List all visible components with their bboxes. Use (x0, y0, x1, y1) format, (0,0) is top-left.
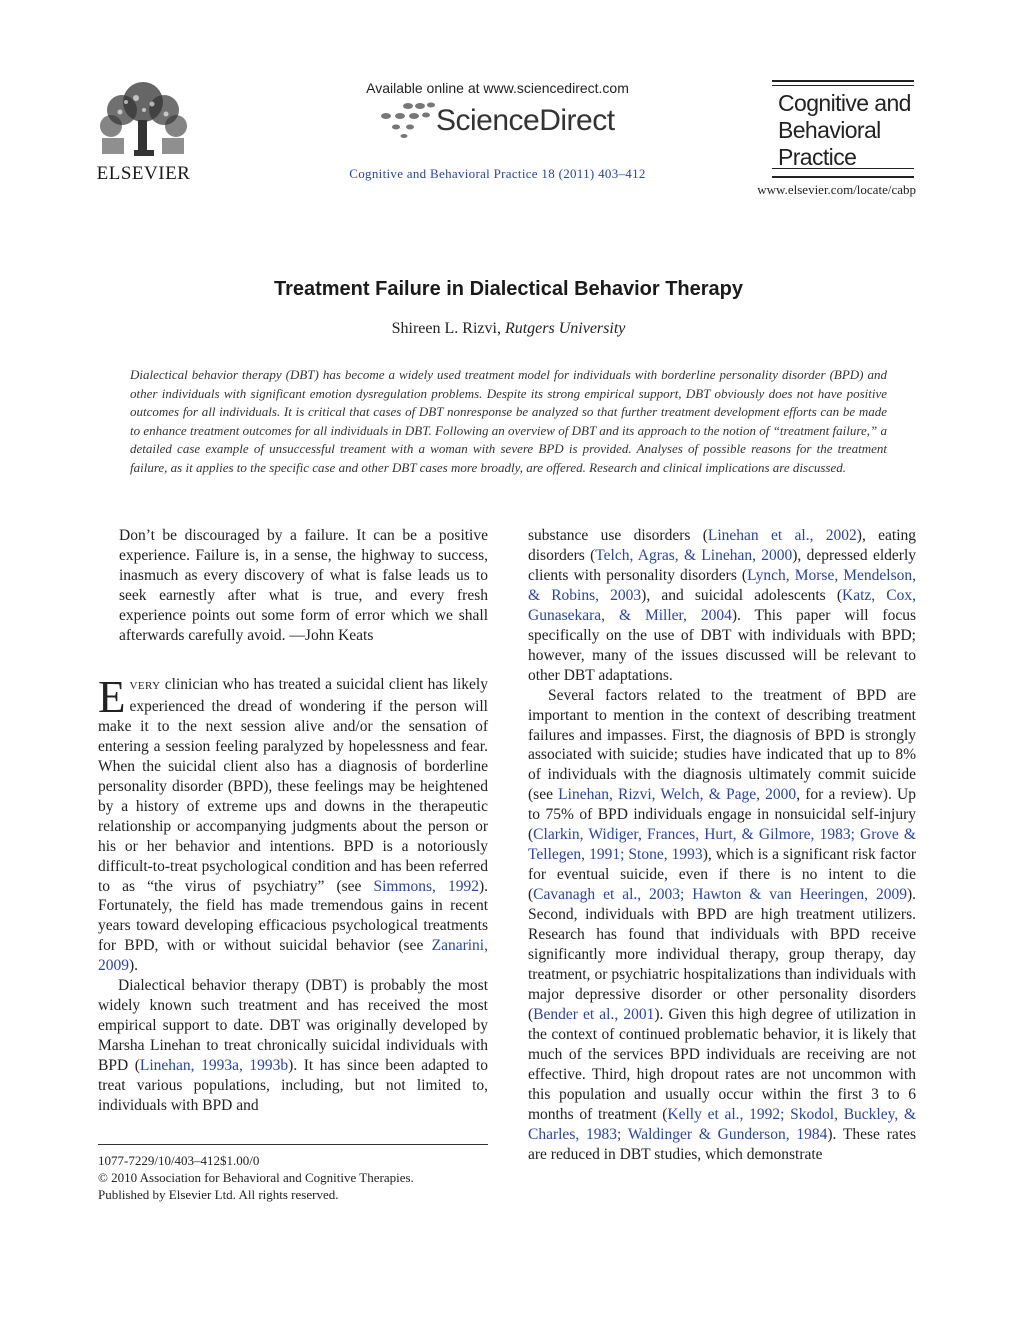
citation-link[interactable]: Kelly et al., 1992; Skodol, Buckley, & Charles, 1983; Waldinger & Gunderson, 1984 (528, 1105, 917, 1143)
paragraph (528, 526, 916, 686)
abstract: Dialectical behavior therapy (DBT) has become a widely used treatment model for individuals with borderline personality disorder (BPD) and other individuals with significant emotion dysregulation problems. Despite its strong empirical support, DBT obviously does not have positive outcomes for all individuals. It is critical that cases of DBT nonresponse be analyzed so that further treatment development efforts can be made to enhance treatment outcomes for all individuals in DBT. Following an overview of DBT and its approach to the notion of “treatment failure,” a detailed case example of unsuccessful treament with a woman with severe BPD is provided. Analyses of possible reasons for the treatment failure, as it applies to the specific case and other DBT cases more broadly, are offered. Research and clinical implications are discussed. (130, 367, 887, 475)
footnote (98, 1152, 488, 1203)
drop-cap: E (98, 672, 126, 722)
body-text: ), eating disorders ( (528, 527, 917, 564)
citation-link[interactable]: Linehan, 1993a, 1993b (139, 1057, 289, 1075)
journal-citation[interactable]: Cognitive and Behavioral Practice 18 (2011) 403–412 (349, 166, 646, 181)
publisher-name: ELSEVIER (96, 163, 191, 184)
journal-title-line: Behavioral (778, 117, 881, 143)
article-code: 1077-7229/10/403–412$1.00/0 (98, 1153, 260, 1168)
author-affiliation: Rutgers University (504, 320, 626, 337)
publisher-line: Published by Elsevier Ltd. All rights reserved. (98, 1187, 339, 1202)
copyright-line: © 2010 Association for Behavioral and Cognitive Therapies. (98, 1170, 414, 1185)
body-text: substance use disorders ( (528, 527, 708, 544)
journal-url[interactable]: www.elsevier.com/locate/cabp (757, 182, 916, 197)
journal-title-line: Cognitive and (778, 90, 911, 116)
citation-link[interactable]: Telch, Agras, & Linehan, 2000 (595, 546, 793, 564)
epigraph: Don’t be discouraged by a failure. It can be a positive experience. Failure is, in a sense, the highway to success, inasmuch as every discovery of what is false leads us to seek earnestly after what is true, and every fresh experience points out some form of error which we shall afterwards carefully avoid. —John Keats (119, 527, 488, 644)
body-text: ). Given this high degree of utilization in the context of continued problematic behavior, it is likely that much of the services BPD individuals are receiving are not effective. Third, high dropout rates are not uncommon with this population and usually occur within the first 3 to 6 months of treatment ( (528, 1005, 916, 1123)
paragraph (98, 672, 488, 976)
author-name: Shireen L. Rizvi, (391, 320, 501, 337)
citation-link[interactable]: Linehan et al., 2002 (707, 527, 857, 544)
paragraph (98, 976, 488, 1116)
citation-link[interactable]: Simmons, 1992 (373, 877, 479, 895)
journal-title (778, 90, 914, 171)
small-caps-word: VERY (129, 680, 161, 692)
footnote-divider (98, 1144, 488, 1145)
sciencedirect-wordmark: ScienceDirect (436, 104, 615, 137)
body-text: ). It has since been adapted to treat various populations, including, but not limited to, individuals with BPD and (98, 1057, 488, 1115)
right-column (528, 526, 916, 1165)
body-text: Dialectical behavior therapy (DBT) is probably the most widely known such treatment and has received the most empirical support to date. DBT was originally developed by Marsha Linehan to treat chronically suicidal individuals with BPD ( (98, 977, 488, 1075)
body-text: ). These rates are reduced in DBT studies, which demonstrate (528, 1125, 916, 1163)
paper-title: Treatment Failure in Dialectical Behavior Therapy (273, 278, 744, 300)
citation-link[interactable]: Zanarini, 2009 (98, 937, 488, 975)
available-online-text: Available online at www.sciencedirect.com (366, 80, 629, 96)
author-line (100, 320, 917, 338)
body-text: ), which is a significant risk factor for eventual suicide, even if there is no intent to die ( (528, 846, 916, 904)
body-text: ). Second, individuals with BPD are high treatment utilizers. Research has found that individuals with BPD receive significantly more individual therapy, group therapy, day treatment, or psychiatric hospitalizations than individuals with major depressive disorder or other personality disorders ( (528, 886, 916, 1023)
paragraph (528, 686, 916, 1165)
body-text: ). This paper will focus specifically on the use of DBT with individuals with BPD; however, many of the issues discussed will be relevant to other DBT adaptations. (528, 606, 917, 684)
left-column (98, 672, 488, 1116)
citation-link[interactable]: Bender et al., 2001 (533, 1005, 655, 1023)
sciencedirect-dots-icon (378, 100, 438, 140)
journal-title-logo (772, 80, 914, 178)
body-text: , for a review). Up to 75% of BPD individuals engage in nonsuicidal self-injury ( (528, 786, 916, 844)
body-text: ), depressed elderly clients with personality disorders ( (528, 546, 917, 584)
body-text: ), and suicidal adolescents ( (641, 586, 843, 604)
citation-link[interactable]: Katz, Cox, Gunasekara, & Miller, 2004 (528, 586, 917, 624)
journal-title-line: Practice (778, 144, 857, 170)
sciencedirect-logo (378, 100, 618, 140)
citation-link[interactable]: Cavanagh et al., 2003; Hawton & van Heeringen, 2009 (533, 886, 907, 904)
citation-link[interactable]: Linehan, Rizvi, Welch, & Page, 2000 (558, 786, 797, 804)
body-text: clinician who has treated a suicidal client has likely experienced the dread of wondering if the person will make it to the next session alive and/or the sensation of entering a session feeling paralyzed by hopelessness and fear. When the suicidal client also has a diagnosis of borderline personality disorder (BPD), these feelings may be heightened by a history of extreme ups and downs in the therapeutic relationship or accompanying judgments about the person or his or her behavior and intentions. BPD is a notoriously difficult-to-treat psychological condition and has been referred to as “the virus of psychiatry” (see (98, 676, 488, 895)
citation-link[interactable]: Clarkin, Widiger, Frances, Hurt, & Gilmore, 1983; Grove & Tellegen, 1991; Stone, 1993 (528, 826, 916, 864)
citation-link[interactable]: Lynch, Morse, Mendelson, & Robins, 2003 (528, 566, 917, 604)
body-text: ). (129, 957, 139, 975)
body-text: Several factors related to the treatment of BPD are important to mention in the context of describing treatment failures and impasses. First, the diagnosis of BPD is strongly associated with suicide; studies have indicated that up to 8% of individuals with the diagnosis ultimately commit suicide (see (528, 686, 916, 804)
body-text: ). Fortunately, the field has made tremendous gains in recent years toward developing efficacious psychological treatments for BPD, with or without suicidal behavior (see (98, 877, 488, 955)
